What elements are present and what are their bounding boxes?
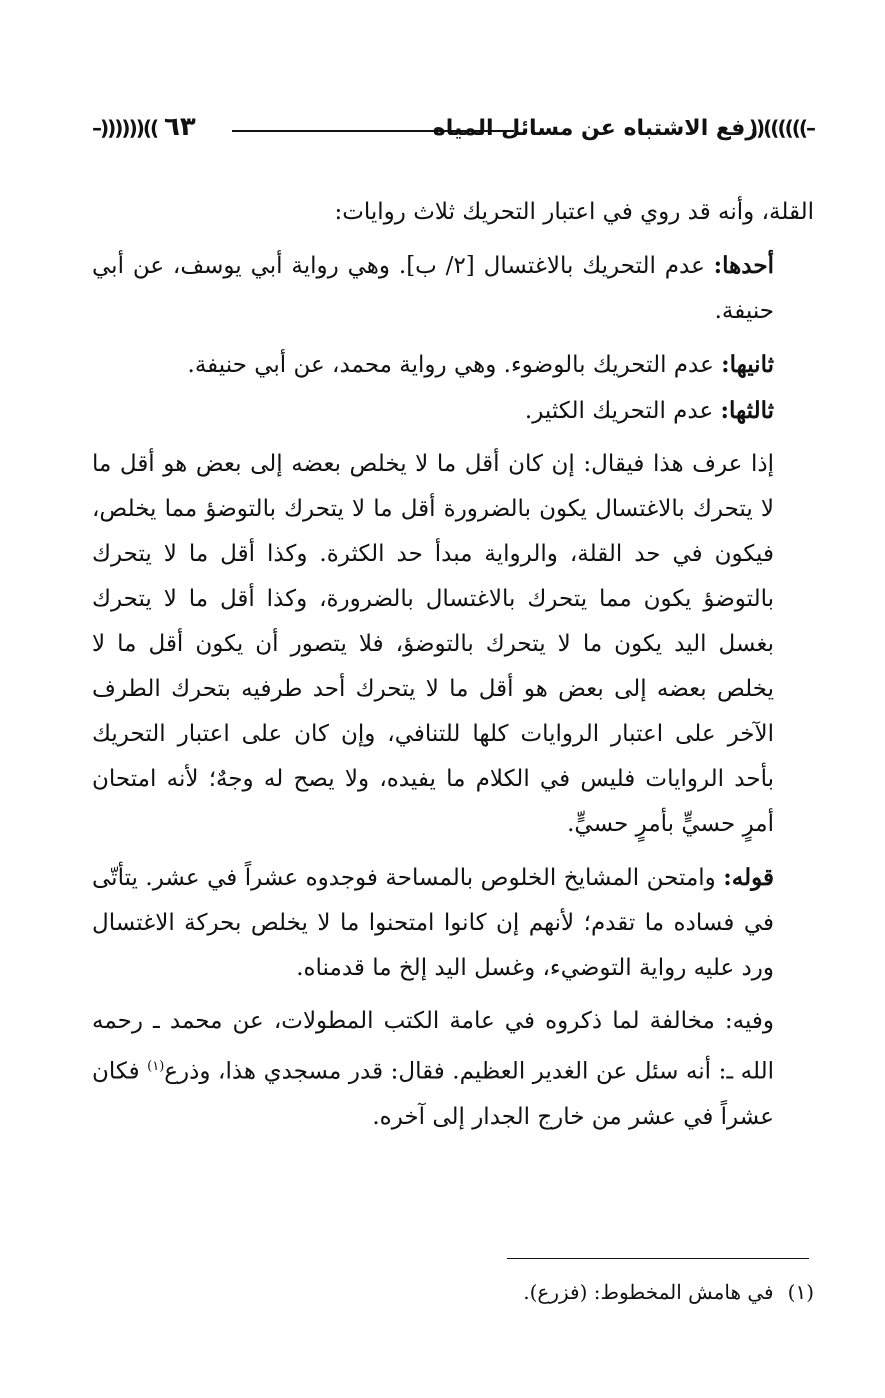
header-ornament-left: ))((((((– <box>92 116 158 140</box>
footnote-text: في هامش المخطوط: (فزرع). <box>523 1280 774 1304</box>
paragraph-objection-text-b: فكان عشراً في عشر من خارج الجدار إلى آخره. <box>92 1058 774 1130</box>
paragraph-quote <box>92 855 814 991</box>
paragraph-first-text: عدم التحريك بالاغتسال [٢/ ب]. وهي رواية أبي يوسف، عن أبي حنيفة. <box>92 253 774 324</box>
footnote-divider <box>507 1258 809 1259</box>
header-ornament-right: –))))))(( <box>748 116 814 140</box>
paragraph-quote-text: وامتحن المشايخ الخلوص بالمساحة فوجدوه عشراً في عشر. يتأتّى في فساده ما تقدم؛ لأنهم إن كانوا امتحنوا ما لا يخلص بحركة الاغتسال ورد عليه رواية التوضيء، وغسل اليد إلخ ما قدمناه. <box>92 865 774 981</box>
paragraph-third-text: عدم التحريك الكثير. <box>524 398 721 424</box>
footnotes <box>92 1276 814 1308</box>
term-third: ثالثها: <box>720 397 774 424</box>
paragraph-first-narration <box>92 243 814 334</box>
footnote-number: (١) <box>787 1280 814 1304</box>
paragraph-second-text: عدم التحريك بالوضوء. وهي رواية محمد، عن أبي حنيفة. <box>187 352 722 378</box>
paragraph-objection <box>92 999 814 1140</box>
paragraph-objection-text-a: وفيه: مخالفة لما ذكروه في عامة الكتب المطولات، عن محمد ـ رحمه الله ـ: أنه سئل عن الغدير العظيم. فقال: قدر مسجدي هذا، وذرع <box>92 1008 775 1085</box>
header-rule <box>232 130 514 132</box>
book-title: رفع الاشتباه عن مسائل المياه <box>432 116 758 141</box>
term-second: ثانيها: <box>721 351 774 378</box>
paragraph-second-narration <box>92 342 814 388</box>
term-first: أحدها: <box>713 252 774 279</box>
main-text <box>92 190 814 1140</box>
paragraph-intro: القلة، وأنه قد روي في اعتبار التحريك ثلاث روايات: <box>334 199 814 225</box>
footnote-item <box>92 1276 814 1308</box>
term-quote: قوله: <box>723 864 774 891</box>
paragraph-argument: إذا عرف هذا فيقال: إن كان أقل ما لا يخلص بعضه إلى بعض هو أقل ما لا يتحرك بالاغتسال يكون بالضرورة أقل ما لا يتحرك بالتوضؤ مما يخلص، فيكون في حد القلة، والرواية مبدأ حد الكثرة. وكذا أقل ما لا يتحرك بالتوضؤ يكون مما يتحرك بالاغتسال بالضرورة، وكذا أقل ما لا يتحرك بغسل اليد يكون ما لا يتحرك بالتوضؤ، فلا يتصور أن يكون أقل ما لا يخلص بعضه إلى بعض هو أقل ما لا يتحرك أحد طرفيه بتحرك الطرف الآخر على اعتبار الروايات كلها للتنافي، وإن كان على اعتبار التحريك بأحد الروايات فليس في الكلام ما يفيده، ولا يصح له وجهٌ؛ لأنه امتحان أمرٍ حسيٍّ بأمرٍ حسيٍّ. <box>92 451 774 837</box>
paragraph-third-narration <box>92 388 814 434</box>
running-header <box>92 112 814 152</box>
footnote-reference: (١) <box>147 1059 165 1074</box>
page-number: ٦٣ <box>164 112 196 142</box>
